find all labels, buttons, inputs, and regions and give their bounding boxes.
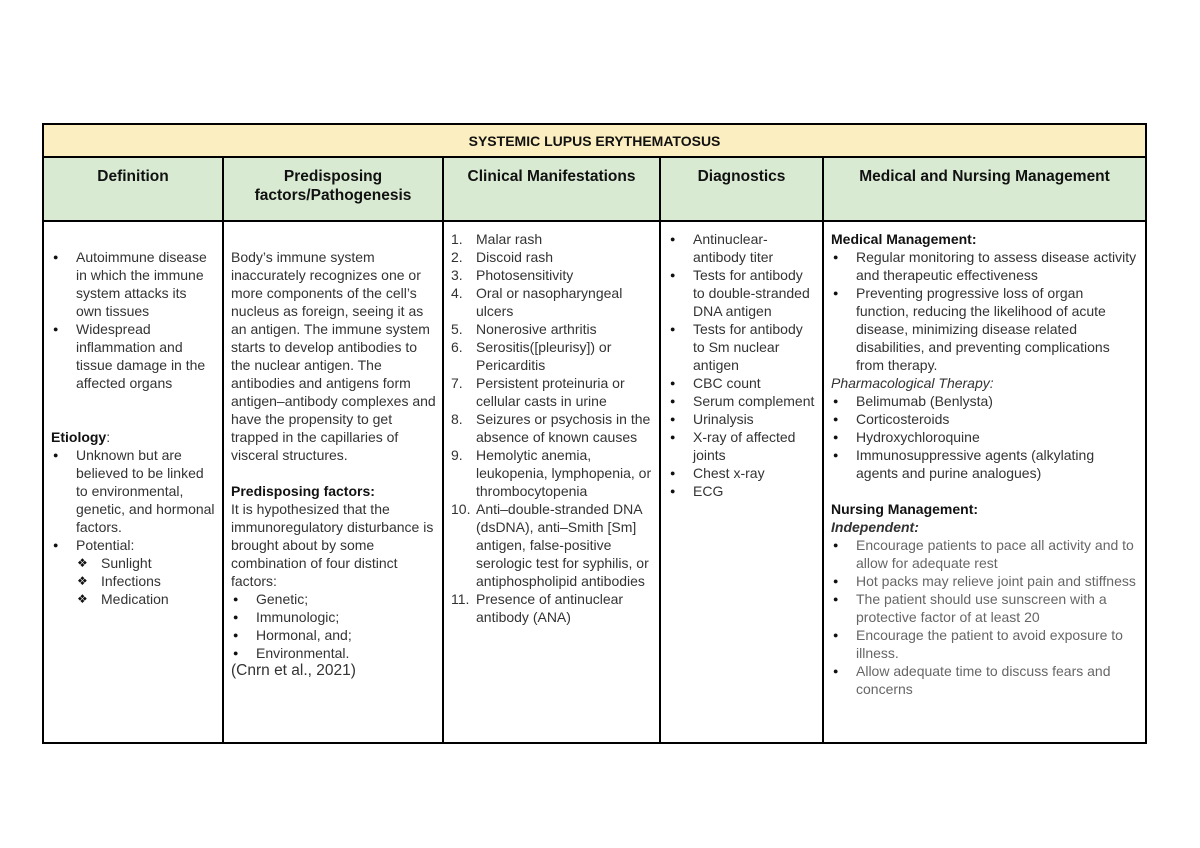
list-item: ● Belimumab (Benlysta) xyxy=(831,392,1139,410)
list-item: ● Unknown but are believed to be linked to environmental, genetic, and hormonal factors. xyxy=(51,446,216,536)
header-row xyxy=(43,157,1146,221)
diagnostics-list xyxy=(668,230,816,500)
medical-management-label: Medical Management: xyxy=(831,231,977,247)
list-item: ● Corticosteroids xyxy=(831,410,1139,428)
definition-list xyxy=(51,248,216,392)
list-item: ● Allow adequate time to discuss fears and concerns xyxy=(831,662,1139,698)
list-item: ● Environmental. xyxy=(231,644,436,662)
list-item: 6. Serositis([pleurisy]) or Pericarditis xyxy=(451,339,612,373)
table-title: SYSTEMIC LUPUS ERYTHEMATOSUS xyxy=(43,124,1146,157)
list-item: ● Antinuclear-antibody titer xyxy=(668,230,816,266)
etiology-colon: : xyxy=(106,429,111,445)
list-item: 3. Photosensitivity xyxy=(451,267,574,283)
list-item: 10. Anti–double-stranded DNA (dsDNA), anti–Smith [Sm] antigen, false-positive serologic test for syphilis, or antiphospholipid antibodies xyxy=(451,501,649,589)
list-item: ❖ Medication xyxy=(51,590,216,608)
list-item: ❖ Infections xyxy=(51,572,216,590)
header-clinical-manifestations: Clinical Manifestations xyxy=(443,157,660,221)
list-item: ● Preventing progressive loss of organ function, reducing the likelihood of acute disease, minimizing disease related disabilities, and preventing complications from therapy. xyxy=(831,284,1139,374)
list-item: ● Immunosuppressive agents (alkylating agents and purine analogues) xyxy=(831,446,1139,482)
list-item: ❖ Sunlight xyxy=(51,554,216,572)
independent-label: Independent: xyxy=(831,519,919,535)
list-item: ● Hot packs may relieve joint pain and stiffness xyxy=(831,572,1139,590)
title-row xyxy=(43,124,1146,157)
list-item: ● Encourage patients to pace all activity and to allow for adequate rest xyxy=(831,536,1139,572)
header-management: Medical and Nursing Management xyxy=(823,157,1146,221)
list-item: 8. Seizures or psychosis in the absence of known causes xyxy=(451,411,651,445)
header-definition: Definition xyxy=(43,157,223,221)
header-predisposing: Predisposing factors/Pathogenesis xyxy=(223,157,443,221)
list-item: ● Immunologic; xyxy=(231,608,436,626)
clinical-cell xyxy=(443,221,660,743)
pathogenesis-text: Body’s immune system inaccurately recognizes one or more components of the cell’s nucleus as foreign, seeing it as an antigen. The immune system starts to develop antibodies to the nuclear antigen. The antibodies and antigens form antigen–antibody complexes and have the propensity to get trapped in the capillaries of visceral structures. xyxy=(231,249,436,463)
list-item: ● CBC count xyxy=(668,374,816,392)
list-item: ● Autoimmune disease in which the immune system attacks its own tissues xyxy=(51,248,216,320)
predisposing-factors-label: Predisposing factors: xyxy=(231,483,375,499)
list-item: 1. Malar rash xyxy=(451,231,543,247)
list-item: ● Hydroxychloroquine xyxy=(831,428,1139,446)
list-item: ● Urinalysis xyxy=(668,410,816,428)
predisposing-factors-intro: It is hypothesized that the immunoregulatory disturbance is brought about by some combination of four distinct factors: xyxy=(231,501,434,589)
medical-management-list xyxy=(831,248,1139,374)
clinical-list xyxy=(451,230,653,626)
list-item: ● X-ray of affected joints xyxy=(668,428,816,464)
list-item: 5. Nonerosive arthritis xyxy=(451,321,597,337)
list-item: ● The patient should use sunscreen with a protective factor of at least 20 xyxy=(831,590,1139,626)
factors-list xyxy=(231,590,436,662)
etiology-label: Etiology xyxy=(51,429,107,445)
list-item: ● Hormonal, and; xyxy=(231,626,436,644)
nursing-management-label: Nursing Management: xyxy=(831,501,979,517)
list-item: ● ECG xyxy=(668,482,816,500)
nursing-list xyxy=(831,536,1139,698)
potential-list xyxy=(51,554,216,608)
list-item: 4. Oral or nasopharyngeal ulcers xyxy=(451,285,623,319)
list-item: 2. Discoid rash xyxy=(451,249,554,265)
sle-table xyxy=(42,123,1147,744)
citation: (Cnrn et al., 2021) xyxy=(231,662,356,679)
content-row xyxy=(43,221,1146,743)
header-diagnostics: Diagnostics xyxy=(660,157,823,221)
predisposing-cell xyxy=(223,221,443,743)
list-item: ● Encourage the patient to avoid exposure to illness. xyxy=(831,626,1139,662)
management-cell xyxy=(823,221,1146,743)
pharmacological-therapy-label: Pharmacological Therapy: xyxy=(831,375,994,391)
pharmacological-list xyxy=(831,392,1139,482)
list-item: ● Tests for antibody to Sm nuclear antigen xyxy=(668,320,816,374)
list-item: ● Serum complement xyxy=(668,392,816,410)
list-item: ● Tests for antibody to double-stranded DNA antigen xyxy=(668,266,816,320)
diagnostics-cell xyxy=(660,221,823,743)
etiology-heading xyxy=(51,428,216,446)
list-item: 7. Persistent proteinuria or cellular casts in urine xyxy=(451,375,625,409)
list-item: ● Widespread inflammation and tissue damage in the affected organs xyxy=(51,320,216,392)
list-item: 11. Presence of antinuclear antibody (ANA) xyxy=(451,591,624,625)
list-item: ● Potential: xyxy=(51,536,216,554)
list-item: ● Chest x-ray xyxy=(668,464,816,482)
definition-cell xyxy=(43,221,223,743)
list-item: 9. Hemolytic anemia, leukopenia, lymphopenia, or thrombocytopenia xyxy=(451,447,652,499)
list-item: ● Regular monitoring to assess disease activity and therapeutic effectiveness xyxy=(831,248,1139,284)
etiology-list xyxy=(51,446,216,554)
list-item: ● Genetic; xyxy=(231,590,436,608)
